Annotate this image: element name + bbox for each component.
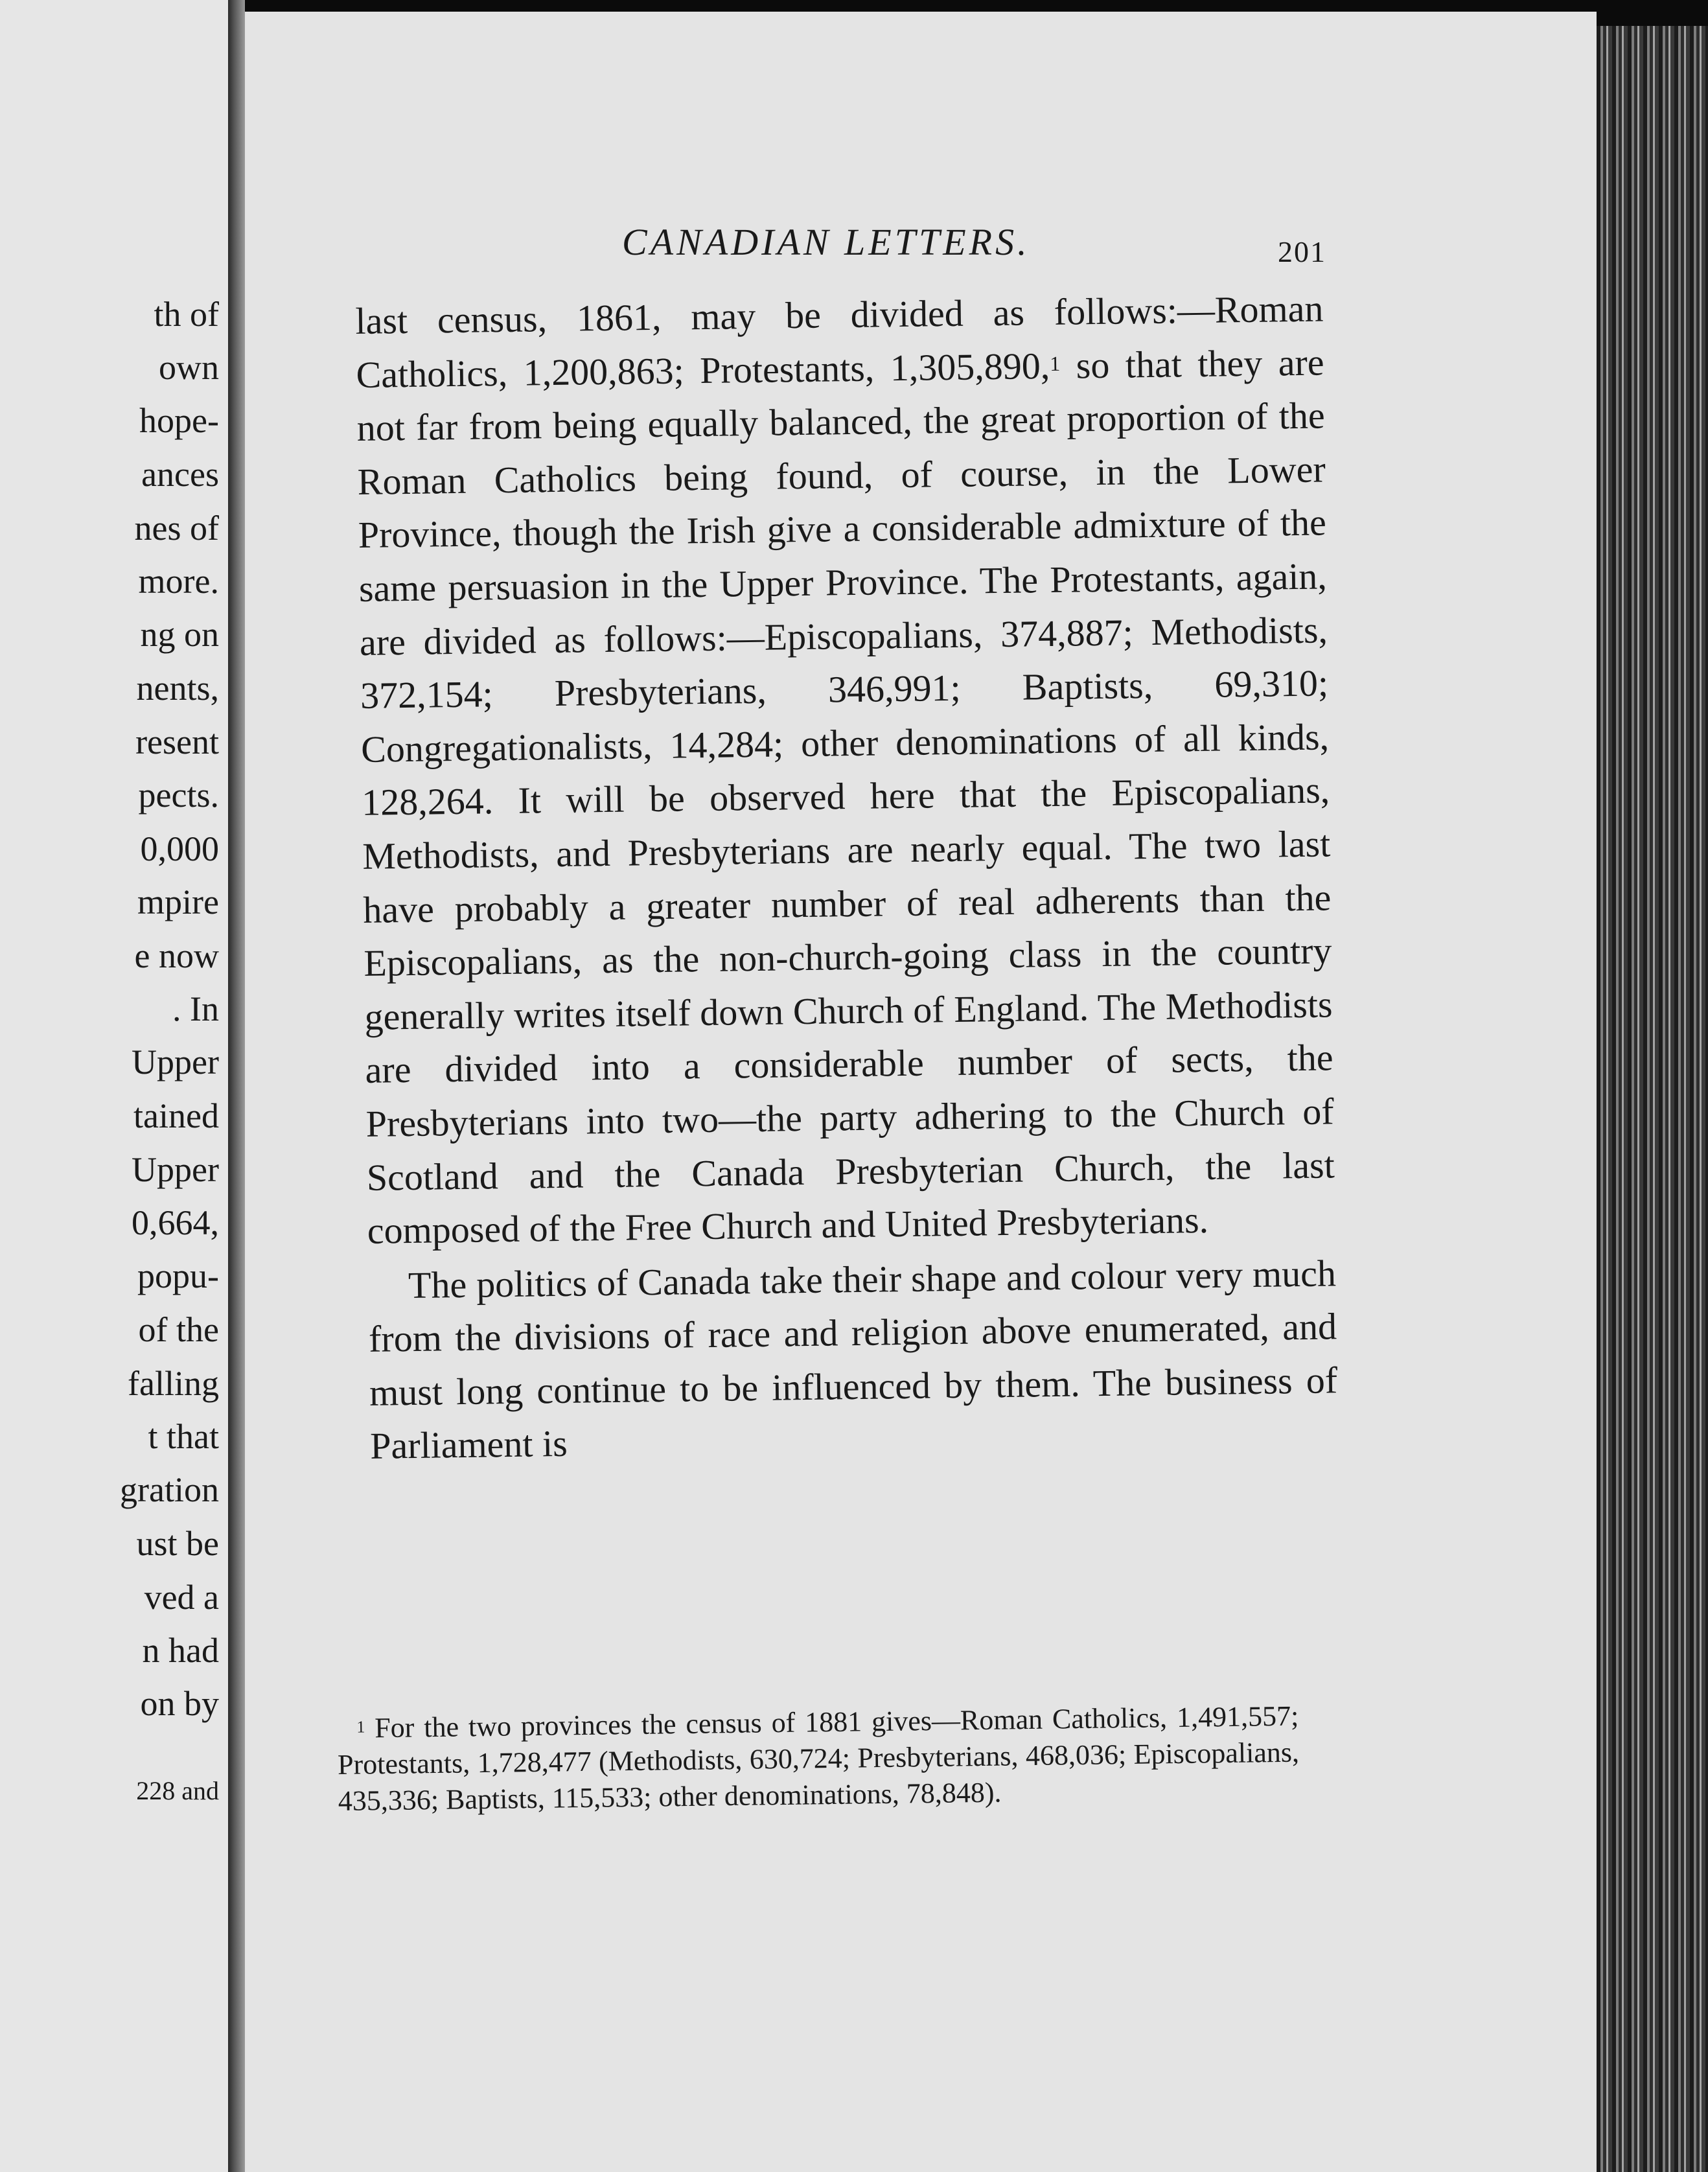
left-page-line: n had: [142, 1631, 219, 1670]
left-page-line: 0,000: [140, 829, 219, 868]
left-page-line: nes of: [134, 509, 219, 548]
left-page-line: 0,664,: [132, 1203, 219, 1242]
left-page-line: ances: [141, 455, 219, 494]
left-page-line: ng on: [140, 615, 219, 654]
left-page-line: more.: [138, 562, 219, 601]
left-page-line: e now: [134, 936, 219, 975]
left-page-line: Upper: [132, 1150, 219, 1189]
left-page-line: resent: [135, 722, 219, 761]
running-header-title: CANADIAN LETTERS.: [622, 221, 1030, 263]
left-page-footnote-fragment: 228 and: [136, 1776, 219, 1805]
footnote-reference: 1: [1050, 351, 1061, 375]
left-page-line: of the: [138, 1310, 219, 1349]
page-edge-stack: [1597, 26, 1708, 2172]
left-page-line: nents,: [136, 669, 219, 708]
left-page-line: . In: [172, 989, 219, 1028]
body-text: [355, 282, 1339, 1473]
page-number: 201: [1278, 235, 1326, 268]
left-page-line: falling: [128, 1364, 219, 1403]
left-page-line: pects.: [138, 776, 219, 814]
left-page-line: t that: [148, 1417, 219, 1456]
left-page-line: ved a: [144, 1578, 219, 1617]
left-page-line: ust be: [136, 1524, 219, 1563]
paragraph: [355, 282, 1335, 1258]
left-page-line: own: [159, 348, 219, 387]
footnote-text: For the two provinces the census of 1881 gives—Roman Catholics, 1,491,557; Protestants, 1,728,477 (Methodists, 630,724; Presbyterians, 468,036; Episcopalians, 435,336; Baptists, 115,533; other denominations, 78,848).: [337, 1700, 1300, 1817]
left-page-line: popu-: [137, 1256, 219, 1295]
left-page-line: th of: [154, 295, 219, 334]
paragraph-text: so that they are not far from being equally balanced, the great proportion of the Roman Catholics being found, of course, in the Lower Province, though the Irish give a considerable admixture of the same persuasion in the Upper Province. The Protestants, again, are divided as follows:—Episcopalians, 374,887; Methodists, 372,154; Presbyterians, 346,991; Baptists, 69,310; Congregationalists, 14,284; other denominations of all kinds, 128,264. It will be observed here that the Episcopalians, Methodists, and Presbyterians are nearly equal. The two last have probably a greater number of real adherents than the Episcopalians, as the non-church-going class in the country generally writes itself down Church of England. The Methodists are divided into a considerable number of sects, the Presbyterians into two—the party adhering to the Church of Scotland and the Canada Presbyterian Church, the last composed of the Free Church and United Presbyterians.: [356, 341, 1335, 1252]
left-facing-page: [0, 0, 228, 2172]
left-page-line: Upper: [132, 1043, 219, 1081]
left-page-line: tained: [133, 1096, 219, 1135]
footnote-paragraph: [337, 1698, 1300, 1820]
paragraph-text: last census, 1861, may be divided as follows:—Roman Catholics, 1,200,863; Protestants, 1,305,890,: [355, 287, 1324, 396]
left-page-line: hope-: [139, 401, 219, 440]
book-gutter: [228, 0, 245, 2172]
footnote-marker: 1: [356, 1717, 365, 1737]
footnote: [337, 1698, 1300, 1820]
left-page-line: mpire: [137, 883, 219, 921]
paragraph: The politics of Canada take their shape and colour very much from the divisions of race and religion above enumerated, and must long continue to be influenced by them. The business of Parliament is: [368, 1252, 1338, 1468]
left-page-line: on by: [140, 1684, 219, 1723]
left-page-line: gration: [120, 1470, 219, 1509]
